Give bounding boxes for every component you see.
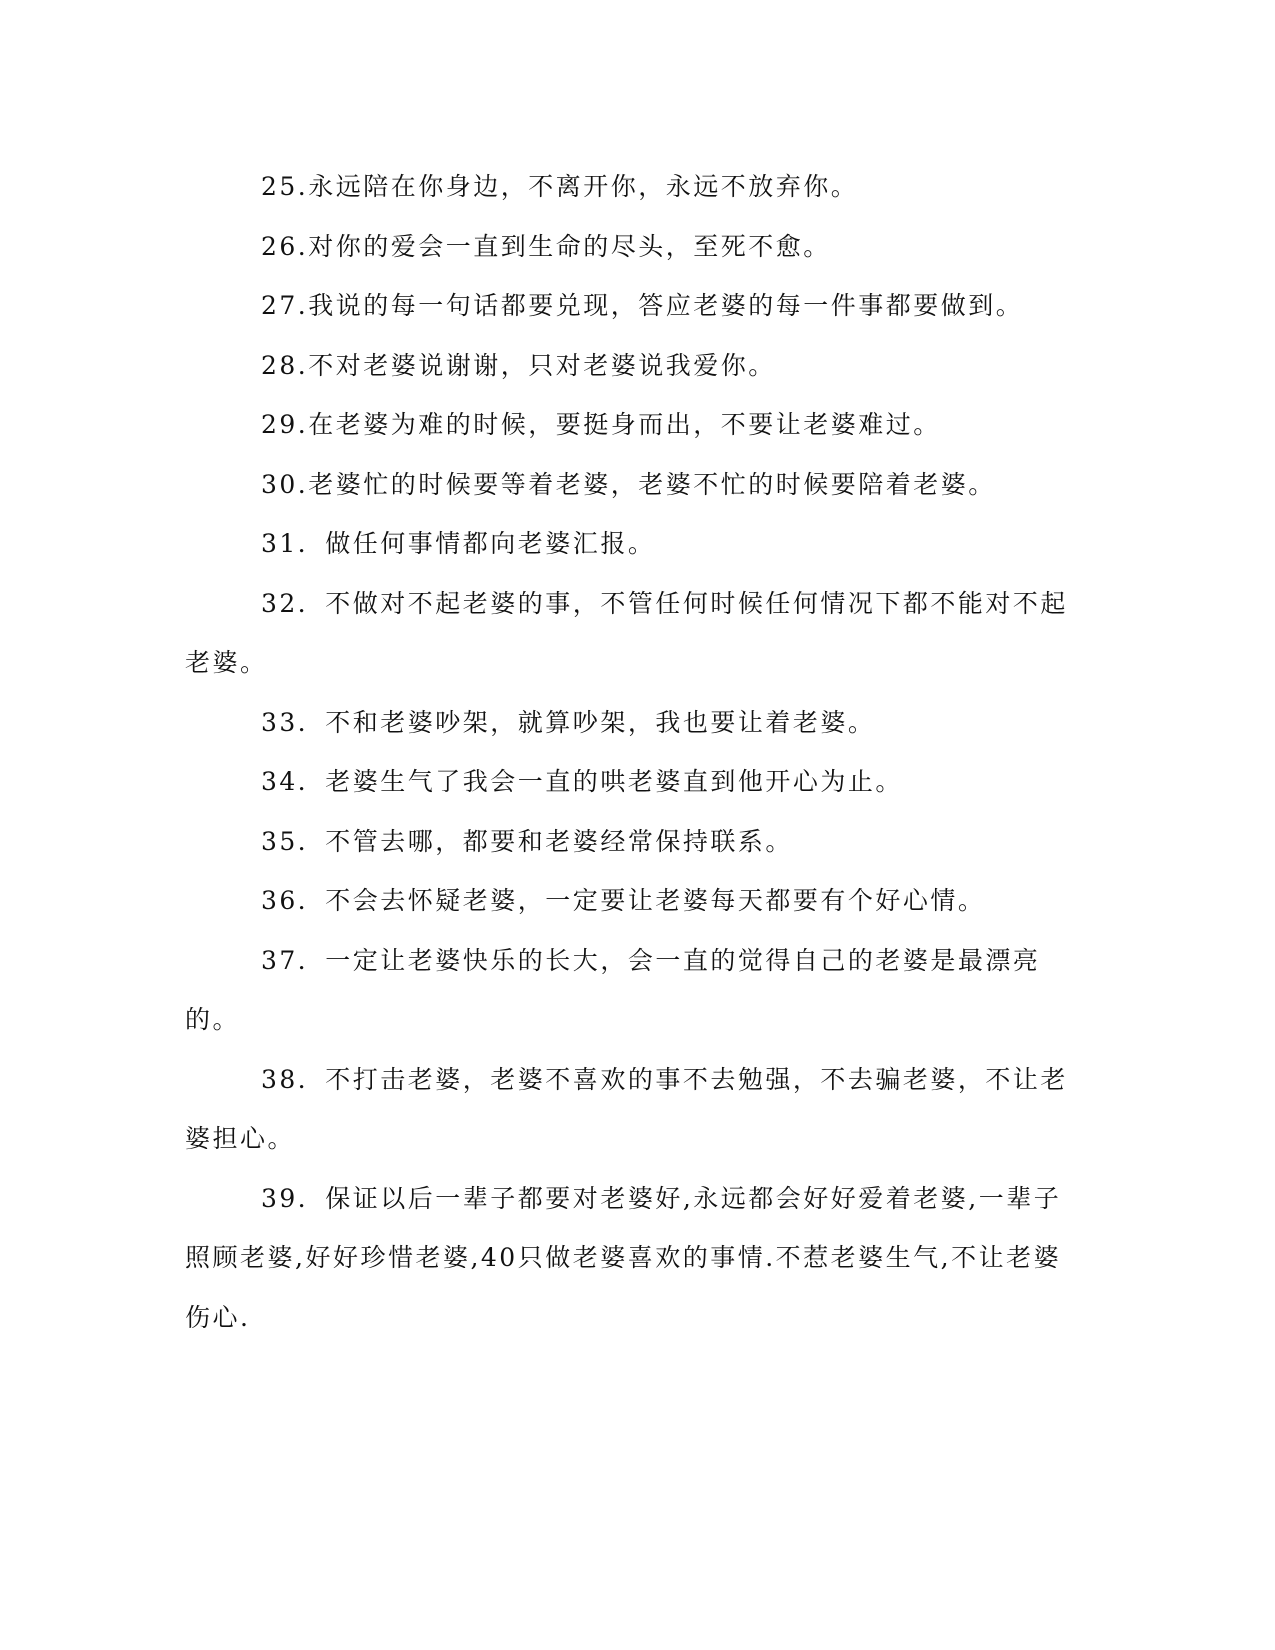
paragraph-35: 35．不管去哪，都要和老婆经常保持联系。 bbox=[261, 826, 793, 856]
paragraph-25: 25.永远陪在你身边，不离开你，永远不放弃你。 bbox=[261, 172, 859, 201]
paragraph-32: 32．不做对不起老婆的事，不管任何时候任何情况下都不能对不起老婆。 bbox=[185, 588, 1068, 677]
paragraph-38: 38．不打击老婆，老婆不喜欢的事不去勉强，不去骗老婆，不让老婆担心。 bbox=[185, 1064, 1068, 1153]
paragraph-34: 34．老婆生气了我会一直的哄老婆直到他开心为止。 bbox=[261, 767, 903, 796]
paragraph-29: 29.在老婆为难的时候，要挺身而出，不要让老婆难过。 bbox=[261, 410, 941, 439]
paragraph-33: 33．不和老婆吵架，就算吵架，我也要让着老婆。 bbox=[261, 707, 876, 737]
paragraph-26: 26.对你的爱会一直到生命的尽头，至死不愈。 bbox=[261, 231, 831, 261]
paragraph-30: 30.老婆忙的时候要等着老婆，老婆不忙的时候要陪着老婆。 bbox=[261, 469, 996, 499]
paragraph-27: 27.我说的每一句话都要兑现，答应老婆的每一件事都要做到。 bbox=[261, 291, 1024, 320]
paragraph-28: 28.不对老婆说谢谢，只对老婆说我爱你。 bbox=[261, 350, 776, 380]
paragraph-37: 37．一定让老婆快乐的长大，会一直的觉得自己的老婆是最漂亮的。 bbox=[185, 945, 1041, 1034]
document-body bbox=[185, 157, 1070, 1347]
paragraph-36: 36．不会去怀疑老婆，一定要让老婆每天都要有个好心情。 bbox=[261, 886, 986, 915]
paragraph-31: 31．做任何事情都向老婆汇报。 bbox=[261, 529, 656, 558]
paragraph-39: 39．保证以后一辈子都要对老婆好,永远都会好好爱着老婆,一辈子照顾老婆,好好珍惜老婆,40只做老婆喜欢的事情.不惹老婆生气,不让老婆伤心. bbox=[185, 1183, 1062, 1332]
